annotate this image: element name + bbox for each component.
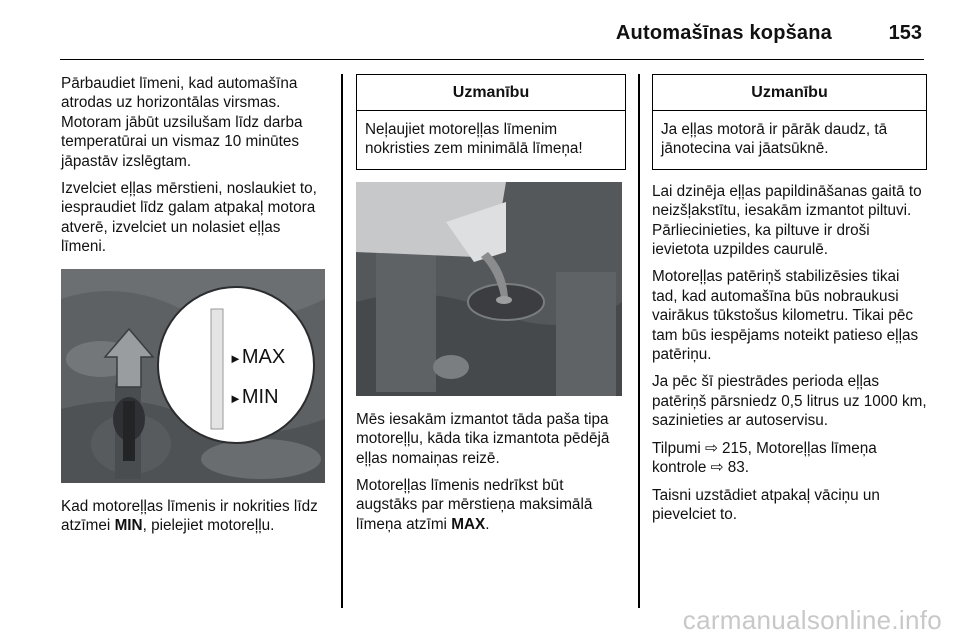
warning-text: Ja eļļas motorā ir pārāk daudz, tā jānotecina vai jāatsūknē. <box>661 121 888 158</box>
dipstick-image <box>61 269 325 483</box>
warning-title: Uzmanību <box>653 75 926 111</box>
page-number: 153 <box>888 22 922 44</box>
warning-text: Neļaujiet motoreļļas līmenim nokristies zem minimālā līmeņa! <box>365 121 583 158</box>
warning-box <box>356 74 626 170</box>
paragraph: Taisni uzstādiet atpakaļ vāciņu un pievelciet to. <box>652 486 880 523</box>
warning-title: Uzmanību <box>357 75 625 111</box>
max-bold: MAX <box>451 515 486 533</box>
column-right <box>652 74 927 532</box>
paragraph: Motoreļļas līmenis nedrīkst būt augstāks par mērstieņa maksimālā līmeņa atzīmi MAX. <box>356 477 593 533</box>
cross-reference: Tilpumi ⇨ 215, Motoreļļas līmeņa kontrole ⇨ 83. <box>652 439 877 477</box>
dipstick-illustration <box>61 269 325 483</box>
min-mark: ►MIN <box>229 385 279 408</box>
paragraph: Mēs iesakām izmantot tāda paša tipa motoreļļu, kāda tika izmantota pēdējā eļļas nomaiņas reizē. <box>356 410 610 467</box>
watermark: carmanualsonline.info <box>682 605 942 635</box>
column-middle <box>356 74 626 542</box>
min-bold: MIN <box>114 517 143 535</box>
column-divider <box>341 74 343 608</box>
paragraph: Ja pēc šī piestrādes perioda eļļas patēriņš pārsniedz 0,5 litrus uz 1000 km, sazinieties ar autoservisu. <box>652 373 927 430</box>
column-left <box>61 74 329 543</box>
paragraph: Motoreļļas patēriņš stabilizēsies tikai tad, kad automašīna būs nobraukusi vairākus tūkstošus kilometru. Tikai pēc tam būs iespējams noteikt patieso eļļas patēriņu. <box>652 268 919 364</box>
page-header <box>60 12 924 60</box>
min-label: MIN <box>241 385 279 408</box>
paragraph: Pārbaudiet līmeni, kad automašīna atrodas uz horizontālas virsmas. Motoram jābūt uzsilušam līdz darba temperatūrai un vismaz 10 minūtes jāpastāv izslēgtam. <box>61 75 303 170</box>
column-divider <box>638 74 640 608</box>
paragraph: Kad motoreļļas līmenis ir nokrities līdz atzīmei MIN, pielejiet motoreļļu. <box>61 497 318 535</box>
paragraph: Izvelciet eļļas mērstieni, noslaukiet to, iespraudiet līdz galam atpakaļ motora atverē, izvelciet un nolasiet eļļas līmeni. <box>61 180 317 256</box>
paragraph: Lai dzinēja eļļas papildināšanas gaitā to neizšļakstītu, iesakām izmantot piltuvi. Pārliecinieties, ka piltuve ir droši ievietota uzpildes caurulē. <box>652 182 922 259</box>
page-title: Automašīnas kopšana <box>615 22 832 44</box>
warning-box <box>652 74 927 170</box>
max-mark: ►MAX <box>229 345 286 368</box>
max-label: MAX <box>241 345 286 368</box>
oil-pouring-illustration <box>356 182 622 396</box>
oil-pouring-image <box>356 182 622 396</box>
